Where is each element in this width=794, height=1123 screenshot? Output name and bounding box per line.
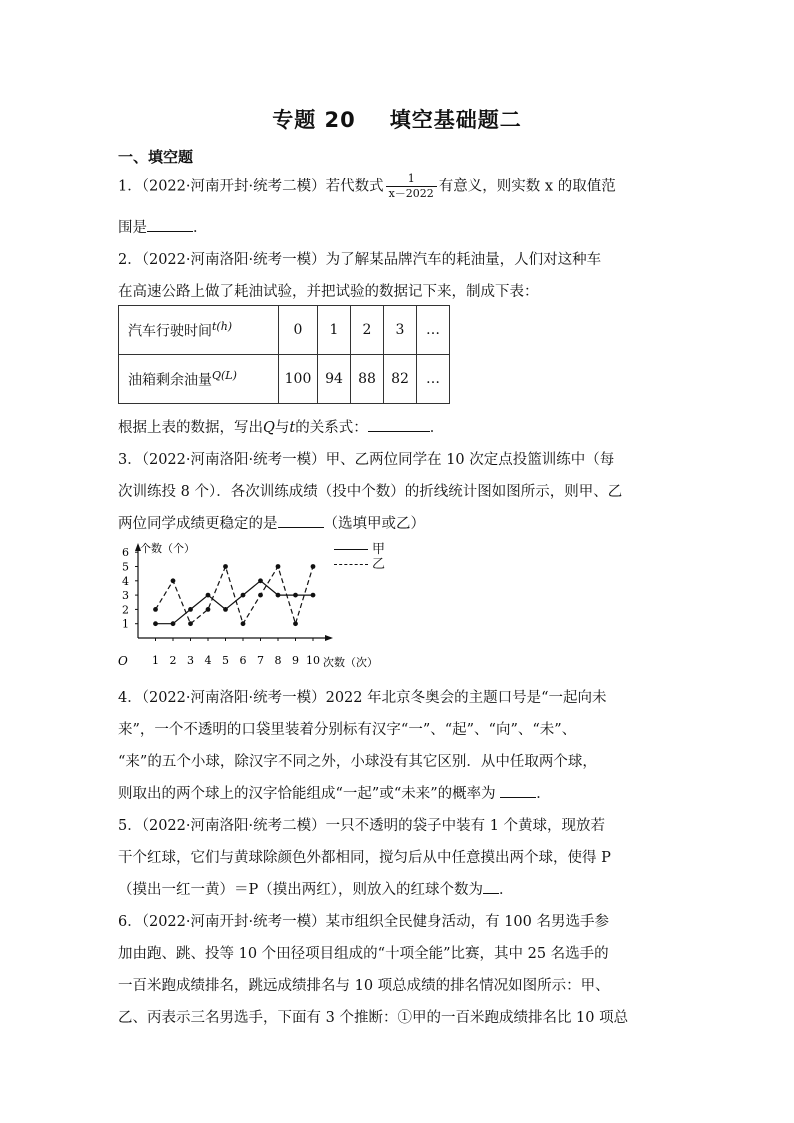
chart-legend <box>334 542 385 572</box>
answer-blank[interactable] <box>147 218 193 232</box>
q6-line-1: 6．（2022·河南开封·统考一模）某市组织全民健身活动，有 100 名男选手参 <box>118 914 609 930</box>
fraction: $\frac{1}{x-2022}$ <box>386 172 437 201</box>
data-point <box>276 564 281 569</box>
table-row <box>119 306 450 355</box>
data-point <box>258 593 263 598</box>
answer-blank[interactable] <box>500 784 536 798</box>
data-point <box>276 593 281 598</box>
data-point <box>153 607 158 612</box>
q5-line-1: 5．（2022·河南洛阳·统考二模）一只不透明的袋子中装有 1 个黄球，现放若 <box>118 818 606 834</box>
data-point <box>241 593 246 598</box>
q2-line-2: 在高速公路上做了耗油试验，并把试验的数据记下来，制成下表： <box>118 284 539 300</box>
q6-line-3: 一百米跑成绩排名，跳远成绩排名与 10 项总成绩的排名情况如图所示：甲、 <box>118 978 610 994</box>
table-cell: 1 <box>318 306 351 355</box>
q4-line-1: 4．（2022·河南洛阳·统考一模）2022 年北京冬奥会的主题口号是“一起向未 <box>118 690 607 706</box>
x-tick-label: 1 <box>152 654 159 667</box>
x-tick-label: 6 <box>239 654 247 667</box>
x-tick-label: 5 <box>222 654 229 667</box>
y-tick-label: 4 <box>122 574 129 588</box>
x-tick-label: 8 <box>274 654 282 667</box>
y-tick-label: 3 <box>122 589 129 603</box>
y-tick-label: 5 <box>122 560 129 574</box>
x-axis-label: 次数（次） <box>323 656 378 669</box>
data-point <box>293 593 298 598</box>
q3-line-2: 次训练投 8 个）．各次训练成绩（投中个数）的折线统计图如图所示，则甲、乙 <box>118 484 623 500</box>
legend-item-jia: 甲 <box>334 542 385 557</box>
data-point <box>223 564 228 569</box>
table-cell: 100 <box>279 355 318 404</box>
table-cell: 82 <box>384 355 417 404</box>
data-point <box>188 607 193 612</box>
origin-label: O <box>118 654 128 668</box>
x-axis-arrow <box>325 635 333 641</box>
x-tick-label: 2 <box>169 654 177 667</box>
section-heading: 一、填空题 <box>118 148 194 166</box>
q1-line-2: 围是 ． <box>118 220 208 236</box>
y-tick-label: 6 <box>122 546 129 560</box>
q2-line-1: 2．（2022·河南洛阳·统考一模）为了解某品牌汽车的耗油量，人们对这种车 <box>118 252 602 268</box>
q2-after-table: 根据上表的数据，写出Q与t的关系式： ． <box>118 420 445 436</box>
table-cell: … <box>417 355 450 404</box>
y-axis-label: 个数（个） <box>140 542 195 555</box>
page-title <box>0 104 794 134</box>
answer-blank[interactable] <box>483 880 499 894</box>
x-tick-label: 3 <box>187 654 194 667</box>
q5-line-3: （摸出一红一黄）＝P（摸出两红），则放入的红球个数为 ． <box>118 882 514 898</box>
data-point <box>293 621 298 626</box>
title-text: 填空基础题二 <box>389 108 522 132</box>
q4-line-4: 则取出的两个球上的汉字恰能组成“一起”或“未来”的概率为 ． <box>118 786 551 802</box>
data-point <box>223 607 228 612</box>
table-row-label: 油箱剩余油量$^{Q(L)}$ <box>119 355 279 404</box>
data-point <box>258 578 263 583</box>
x-tick-label: 10 <box>306 654 320 667</box>
legend-solid-swatch <box>334 549 368 550</box>
data-point <box>311 564 316 569</box>
q6-line-2: 加由跑、跳、投等 10 个田径项目组成的“十项全能”比赛，其中 25 名选手的 <box>118 946 609 962</box>
table-cell: 88 <box>351 355 384 404</box>
x-tick-label: 7 <box>257 654 264 667</box>
q4-line-3: “来”的五个小球，除汉字不同之外，小球没有其它区别．从中任取两个球， <box>118 754 597 770</box>
legend-item-yi: 乙 <box>334 557 385 572</box>
answer-blank[interactable] <box>368 418 430 432</box>
data-point <box>171 621 176 626</box>
data-point <box>241 621 246 626</box>
fuel-table <box>118 305 450 404</box>
table-cell: … <box>417 306 450 355</box>
data-point <box>153 621 158 626</box>
table-cell: 0 <box>279 306 318 355</box>
title-number: 专题 20 <box>272 108 356 132</box>
data-point <box>206 593 211 598</box>
table-row-label: 汽车行驶时间$^{t(h)}$ <box>119 306 279 355</box>
q3-line-1: 3．（2022·河南洛阳·统考一模）甲、乙两位同学在 10 次定点投篮训练中（每 <box>118 452 615 468</box>
answer-blank[interactable] <box>278 514 324 528</box>
x-tick-label: 4 <box>204 654 212 667</box>
data-point <box>188 621 193 626</box>
data-point <box>206 607 211 612</box>
x-tick-label: 9 <box>292 654 299 667</box>
y-tick-label: 1 <box>122 617 129 631</box>
table-row <box>119 355 450 404</box>
table-cell: 94 <box>318 355 351 404</box>
table-cell: 3 <box>384 306 417 355</box>
data-point <box>311 593 316 598</box>
q4-line-2: 来”，一个不透明的口袋里装着分别标有汉字“一”、“起”、“向”、“未”、 <box>118 722 577 738</box>
q6-line-4: 乙、丙表示三名男选手，下面有 3 个推断：①甲的一百米跑成绩排名比 10 项总 <box>118 1010 629 1026</box>
table-cell: 2 <box>351 306 384 355</box>
legend-dashed-swatch <box>334 564 368 565</box>
data-point <box>171 578 176 583</box>
q3-line-3: 两位同学成绩更稳定的是 （选填甲或乙） <box>118 516 425 532</box>
y-tick-label: 2 <box>122 603 129 617</box>
q1-line-1: 1．（2022·河南开封·统考二模）若代数式 $\frac{1}{x-2022}$ 有意义，则实数 x 的取值范 <box>118 172 616 200</box>
q5-line-2: 干个红球，它们与黄球除颜色外都相同，搅匀后从中任意摸出两个球，使得 P <box>118 850 611 866</box>
